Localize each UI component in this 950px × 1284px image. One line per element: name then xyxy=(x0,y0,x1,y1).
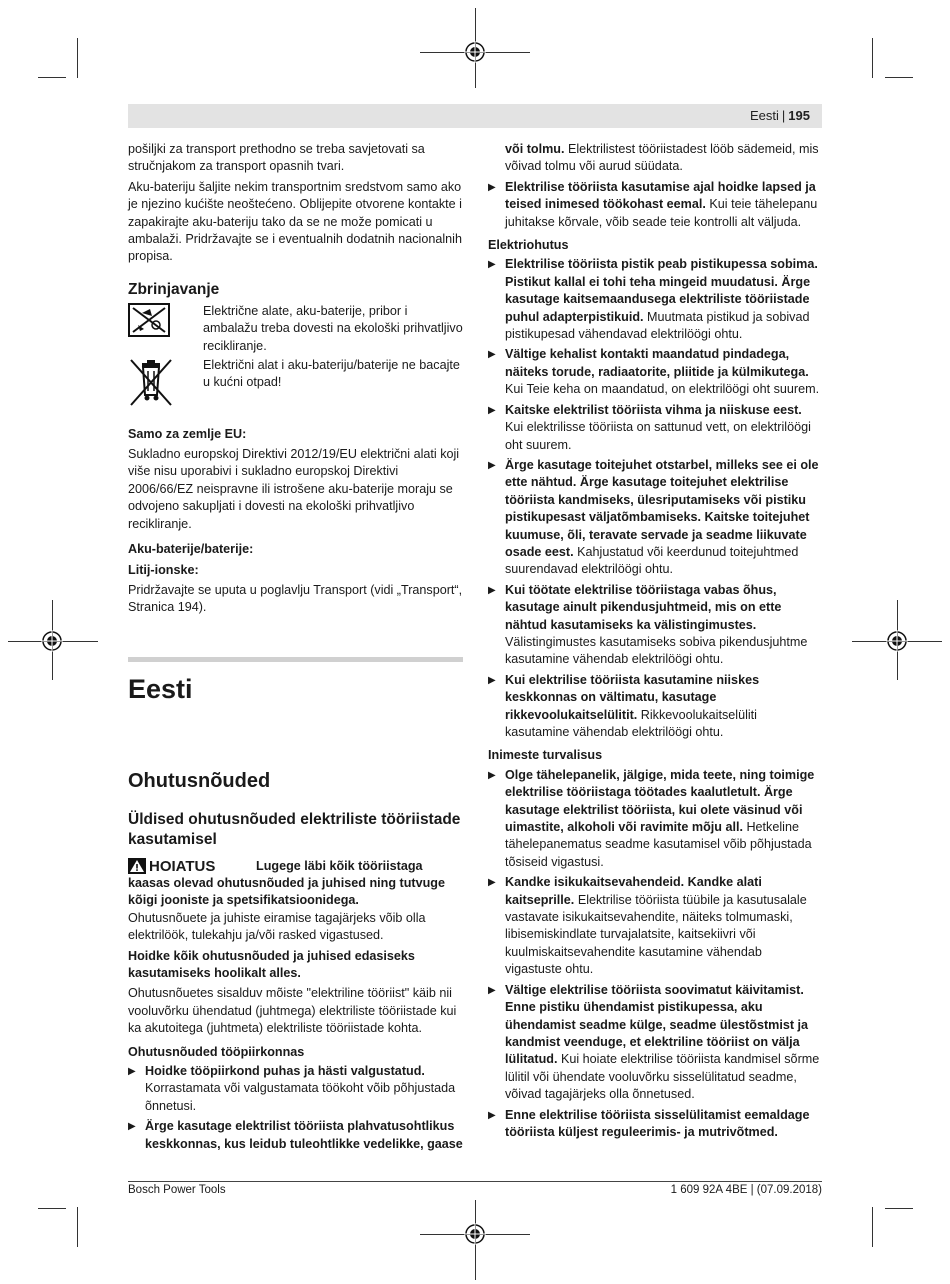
list-item xyxy=(488,402,822,454)
crop-mark xyxy=(885,77,913,78)
crop-mark xyxy=(77,38,78,78)
subheading: Litij-ionske: xyxy=(128,563,199,578)
bullet-arrow-icon: ▶ xyxy=(488,404,496,416)
list-item xyxy=(488,1107,822,1142)
footer-rule xyxy=(128,1181,822,1182)
bullet-arrow-icon: ▶ xyxy=(488,769,496,781)
paragraph: Pridržavajte se uputa u poglavlju Transport (vidi „Transport“, Stranica 194). xyxy=(128,582,463,615)
paragraph: pošiljki za transport prethodno se treba savjetovati sa stručnjakom za transport opasnih tvari. xyxy=(128,142,425,174)
list-item xyxy=(488,582,822,669)
list-item-text: Korrastamata või valgustamata töökoht võib põhjustada õnnetusi. xyxy=(145,1081,456,1113)
paragraph: Aku-bateriju šaljite nekim transportnim sredstvom samo ako je njezino kućište neoštećeno. Oblijepite otvorene kontakte i zapakirajte aku-bateriju tako da se ne može pomicati u ambalaži. Pridržavajte se i eventualnih dodatnih nacionalnih propisa. xyxy=(128,179,462,264)
crop-mark xyxy=(872,38,873,78)
crop-mark xyxy=(77,1207,78,1247)
subheading: Ohutusnõuded tööpiirkonnas xyxy=(128,1044,305,1059)
list-item-bold: Vältige kehalist kontakti maandatud pindadega, näiteks torude, radiaatorite, pliitide ja külmikutega. xyxy=(505,347,809,379)
disposal-text: Električne alate, aku-baterije, pribor i ambalažu treba dovesti na ekološki prihvatljivo recikliranje. xyxy=(203,303,463,353)
warning-bold-text: Lugege läbi kõik tööriistaga kaasas olevad ohutusnõuded ja juhised ning tutvuge kõigi jooniste ja spetsifikatsioonidega. xyxy=(128,858,445,908)
list-item xyxy=(488,767,822,871)
list-item-bold: Kaitske elektrilist tööriista vihma ja niiskuse eest. xyxy=(505,402,802,417)
section-title: Ohutusnõuded xyxy=(128,769,271,792)
subheading: Inimeste turvalisus xyxy=(488,748,603,763)
crop-mark xyxy=(38,1208,66,1209)
list-item-bold: Elektrilise tööriista kasutamise ajal hoidke lapsed ja teised inimesed töökohast eemal. xyxy=(505,179,816,212)
chapter-title: Eesti xyxy=(128,673,193,704)
list-item-bold: Ärge kasutage toitejuhet otstarbel, milleks see ei ole ette nähtud. Ärge kasutage toitejuhet elektrilise tööriista kandmiseks, ülesriputamiseks või pistiku pistikupesast väljatõmbamiseks. Kaitske toitejuhet kuumuse, õli, teravate servade ja seadme liikuvate osade eest. xyxy=(505,457,819,559)
list-item-bold: Ärge kasutage elektrilist tööriista plahvatusohtlikus keskkonnas, kus leidub tuleohtlikke vedelikke, gaase xyxy=(145,1119,463,1151)
subsection-title: Üldised ohutusnõuded elektriliste tööriistade kasutamisel xyxy=(128,810,461,848)
list-item-text: Elektrilise tööriista tüübile ja kasutusalale vastavate isikukaitsevahendite, näiteks tolmumaski, libisemiskindlate turvajalatsite, kaitsekiivri või kuulmiskaitsevahendite kasutamine vähendab vigastuste ohtu. xyxy=(505,892,807,977)
page-number: 195 xyxy=(788,108,810,123)
bullet-arrow-icon: ▶ xyxy=(488,349,496,361)
disposal-item xyxy=(128,303,463,355)
header-separator: | xyxy=(781,108,786,123)
right-column xyxy=(488,141,822,1144)
footer-doc-id: 1 609 92A 4BE | (07.09.2018) xyxy=(670,1184,822,1196)
list-item xyxy=(488,346,822,398)
crossed-bin-icon xyxy=(128,357,174,407)
list-item-bold: Olge tähelepanelik, jälgige, mida teete, ning toimige elektrilise tööriistaga töötades kaalutletult. Ärge kasutage elektrilist tööriista, kui olete väsinud või uimastite, alkoholi või ravimite mõju all. xyxy=(505,767,815,835)
subheading: Elektriohutus xyxy=(488,238,569,253)
bullet-arrow-icon: ▶ xyxy=(128,1066,136,1077)
list-item xyxy=(488,256,822,343)
paragraph: Ohutusnõuete ja juhiste eiramise tagajärjeks võib olla elektrilöök, tulekahju ja/või rasked vigastused. xyxy=(128,910,426,943)
list-item xyxy=(488,982,822,1104)
list-item-bold: Kandke isikukaitsevahendeid. Kandke alati kaitseprille. xyxy=(505,875,762,907)
crop-mark xyxy=(38,77,66,78)
disposal-item xyxy=(128,357,463,412)
list-item xyxy=(488,874,822,978)
bullet-arrow-icon: ▶ xyxy=(488,674,496,686)
list-item xyxy=(488,179,822,231)
list-item xyxy=(488,141,822,176)
list-item-text: Välistingimustes kasutamiseks sobiva pikendusjuhtme kasutamine vähendab elektrilöögi ohtu. xyxy=(505,634,808,667)
header-language: Eesti xyxy=(750,108,779,123)
list-item-bold: Kui elektrilise tööriista kasutamine niiskes keskkonnas on vältimatu, kasutage rikkevoolukaitselülitit. xyxy=(505,672,760,722)
registration-mark-icon xyxy=(886,630,908,652)
list-item-bold: Kui töötate elektrilise tööriistaga vabas õhus, kasutage ainult pikendusjuhtmeid, mis on ette nähtud kasutamiseks ka välistingimustes. xyxy=(505,582,782,632)
list-item xyxy=(128,1118,463,1153)
section-heading: Zbrinjavanje xyxy=(128,280,220,298)
bullet-arrow-icon: ▶ xyxy=(488,459,496,471)
bullet-arrow-icon: ▶ xyxy=(488,181,496,193)
page-header xyxy=(128,104,822,128)
list-item xyxy=(128,1063,463,1115)
bullet-arrow-icon: ▶ xyxy=(488,584,496,596)
warning-label: HOIATUS xyxy=(149,857,216,875)
list-item xyxy=(488,672,822,742)
list-item-text: Kui teie tähelepanu juhitakse kõrvale, võib seade teie kontrolli alt väljuda. xyxy=(505,197,818,229)
crop-mark xyxy=(872,1207,873,1247)
registration-mark-icon xyxy=(464,1223,486,1245)
section-divider xyxy=(128,657,463,662)
list-item-text: Rikkevoolukaitselüliti kasutamine vähendab elektrilöögi ohtu. xyxy=(505,707,757,739)
bullet-arrow-icon: ▶ xyxy=(128,1121,136,1133)
list-item xyxy=(488,457,822,579)
bullet-arrow-icon: ▶ xyxy=(488,1109,496,1121)
paragraph: Ohutusnõuetes sisalduv mõiste "elektriline tööriist" käib nii vooluvõrku ühendatud (juhtmega) elektriliste tööriistade kui ka akutoitega (juhtmeta) elektriliste tööriistade kohta. xyxy=(128,986,457,1036)
list-item-text: Kui elektrilisse tööriista on sattunud vett, on elektrilöögi oht suurem. xyxy=(505,420,811,452)
list-item-bold: Vältige elektrilise tööriista soovimatut käivitamist. Enne pistiku ühendamist pistikupessa, aku ühendamist seadme külge, seadme ülestõstmist ja kandmist veenduge, et elektriline tööriist on välja lülitatud. xyxy=(505,982,809,1067)
recycling-symbol-icon xyxy=(128,303,170,337)
list-item-bold: Enne elektrilise tööriista sisselülitamist eemaldage tööriista küljest reguleerimis- ja mutrivõtmed. xyxy=(505,1107,810,1139)
list-item-text: Elektrilistest tööriistadest lööb sädemeid, mis võivad tolmu või aurud süüdata. xyxy=(505,142,819,174)
left-column xyxy=(128,141,463,1156)
footer-brand: Bosch Power Tools xyxy=(128,1184,226,1196)
list-item-text: Hetkeline tähelepanematus seadme kasutamisel võib põhjustada tõsiseid vigastusi. xyxy=(505,820,812,869)
bullet-arrow-icon: ▶ xyxy=(488,259,496,271)
subheading: Aku-baterije/baterije: xyxy=(128,541,254,556)
header-text xyxy=(750,108,810,123)
list-item-text: Kui hoiate elektrilise tööriista kandmisel sõrme lülitil või ühendate vooluvõrku sisselülitatud seadme, võivad tagajärjeks olla õnnetused. xyxy=(505,1052,820,1102)
registration-mark-icon xyxy=(41,630,63,652)
crop-mark xyxy=(885,1208,913,1209)
paragraph-bold: Hoidke kõik ohutusnõuded ja juhised edasiseks kasutamiseks hoolikalt alles. xyxy=(128,948,415,980)
bullet-arrow-icon: ▶ xyxy=(488,984,496,996)
registration-mark-icon xyxy=(464,41,486,63)
bullet-arrow-icon: ▶ xyxy=(488,877,496,889)
list-item-bold: Hoidke tööpiirkond puhas ja hästi valgustatud. xyxy=(145,1064,425,1078)
subheading: Samo za zemlje EU: xyxy=(128,427,247,442)
warning-block xyxy=(128,858,463,910)
list-item-text: Kui Teie keha on maandatud, on elektrilöögi oht suurem. xyxy=(505,382,820,397)
list-item-bold: või tolmu. xyxy=(505,142,565,156)
warning-badge xyxy=(128,858,256,875)
list-item-bold: Elektrilise tööriista pistik peab pistikupessa sobima. Pistikut kallal ei tohi teha mingeid muudatusi. Ärge kasutage kaitsemaandusega elektriliste tööriistade puhul adapterpistikuid. xyxy=(505,257,818,324)
warning-triangle-icon xyxy=(128,858,146,874)
paragraph: Sukladno europskoj Direktivi 2012/19/EU električni alati koji više nisu uporabivi i sukladno europskoj Direktivi 2006/66/EZ neispravne ili istrošene aku-baterije moraju se odvojeno sakupljati i dovesti na ekološki prihvatljivo recikliranje. xyxy=(128,446,460,531)
list-item-text: Muutmata pistikud ja sobivad pistikupesad vähendavad elektrilöögi ohtu. xyxy=(505,309,810,342)
list-item-text: Kahjustatud või keerdunud toitejuhtmed suurendavad elektrilöögi ohtu. xyxy=(505,544,799,577)
disposal-text: Električni alat i aku-bateriju/baterije ne bacajte u kućni otpad! xyxy=(203,358,460,390)
